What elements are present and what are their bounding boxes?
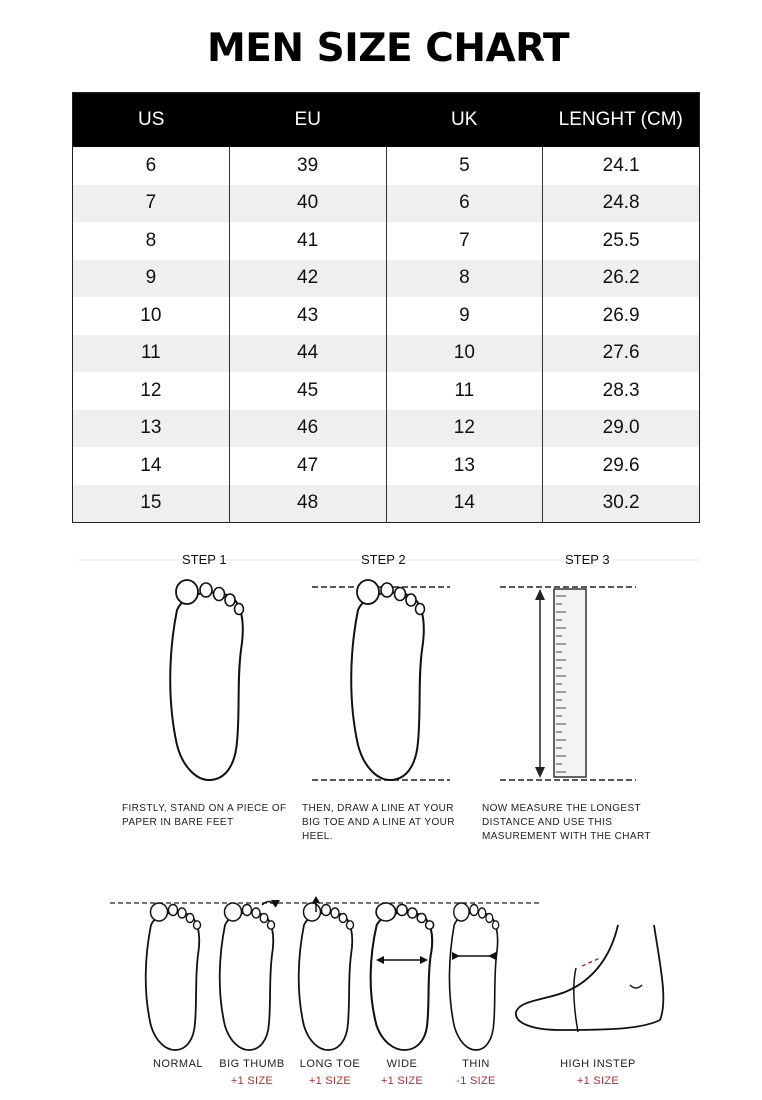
cell-eu: 46 <box>229 410 386 448</box>
cell-length: 30.2 <box>542 485 699 523</box>
step3-label: STEP 3 <box>565 552 610 567</box>
foot-type-long-toe-adjust: +1 SIZE <box>308 1075 352 1087</box>
cell-uk: 13 <box>386 447 543 485</box>
cell-length: 28.3 <box>542 372 699 410</box>
header-uk: UK <box>451 109 478 130</box>
cell-eu: 39 <box>229 147 386 185</box>
foot-thin-icon <box>449 903 498 1050</box>
step2-instruction: THEN, DRAW A LINE AT YOUR BIG TOE AND A LINE AT YOUR HEEL. <box>302 803 455 842</box>
cell-us: 8 <box>145 229 157 251</box>
foot-type-big-thumb-label: BIG THUMB <box>219 1058 285 1070</box>
ruler-measure-icon <box>500 587 636 780</box>
foot-normal-icon <box>146 903 201 1050</box>
foot-type-wide-adjust: +1 SIZE <box>380 1075 424 1087</box>
cell-length: 26.9 <box>542 297 699 335</box>
foot-type-thin-label: THIN <box>462 1058 490 1070</box>
cell-length: 29.6 <box>542 447 699 485</box>
cell-uk: 12 <box>386 410 543 448</box>
foot-wide-icon <box>371 903 434 1050</box>
cell-uk: 8 <box>386 260 543 298</box>
cell-us: 6 <box>145 154 157 176</box>
foot-step1-icon <box>170 580 243 780</box>
cell-length: 24.8 <box>542 185 699 223</box>
cell-uk: 6 <box>386 185 543 223</box>
cell-eu: 40 <box>229 185 386 223</box>
foot-long-toe-icon <box>299 896 354 1050</box>
header-eu: EU <box>294 109 321 130</box>
foot-step2-icon <box>351 580 424 780</box>
cell-uk: 14 <box>386 485 543 523</box>
cell-eu: 48 <box>229 485 386 523</box>
cell-us: 13 <box>140 417 162 439</box>
cell-us: 14 <box>140 454 162 476</box>
cell-length: 25.5 <box>542 222 699 260</box>
cell-eu: 47 <box>229 447 386 485</box>
foot-type-high-instep-label: HIGH INSTEP <box>560 1058 636 1070</box>
cell-us: 15 <box>140 492 162 514</box>
cell-us: 11 <box>141 342 161 364</box>
cell-eu: 45 <box>229 372 386 410</box>
header-us: US <box>138 109 165 130</box>
cell-length: 27.6 <box>542 335 699 373</box>
foot-big-thumb-icon <box>220 900 280 1050</box>
cell-length: 24.1 <box>542 147 699 185</box>
cell-uk: 5 <box>386 147 543 185</box>
foot-type-big-thumb-adjust: +1 SIZE <box>230 1075 274 1087</box>
foot-high-instep-icon <box>516 925 663 1032</box>
cell-uk: 10 <box>386 335 543 373</box>
cell-length: 29.0 <box>542 410 699 448</box>
cell-uk: 11 <box>386 372 543 410</box>
step3-instruction: NOW MEASURE THE LONGEST DISTANCE AND USE THIS MASUREMENT WITH THE CHART <box>482 803 651 842</box>
foot-type-thin-adjust: -1 SIZE <box>456 1075 496 1087</box>
foot-type-high-instep-adjust: +1 SIZE <box>576 1075 620 1087</box>
cell-us: 7 <box>145 192 157 214</box>
cell-eu: 41 <box>229 222 386 260</box>
cell-eu: 42 <box>229 260 386 298</box>
cell-us: 12 <box>140 379 162 401</box>
cell-length: 26.2 <box>542 260 699 298</box>
cell-uk: 7 <box>386 222 543 260</box>
step1-label: STEP 1 <box>182 552 227 567</box>
cell-us: 10 <box>140 304 162 326</box>
foot-type-wide-label: WIDE <box>386 1058 418 1070</box>
cell-eu: 43 <box>229 297 386 335</box>
page-title: MEN SIZE CHART <box>206 26 570 71</box>
foot-type-normal-label: NORMAL <box>152 1058 204 1070</box>
step2-label: STEP 2 <box>361 552 406 567</box>
foot-type-long-toe-label: LONG TOE <box>299 1058 361 1070</box>
cell-us: 9 <box>145 267 157 289</box>
step1-instruction: FIRSTLY, STAND ON A PIECE OF PAPER IN BARE FEET <box>122 803 287 828</box>
cell-uk: 9 <box>386 297 543 335</box>
cell-eu: 44 <box>229 335 386 373</box>
header-length: LENGHT (CM) <box>558 109 683 130</box>
